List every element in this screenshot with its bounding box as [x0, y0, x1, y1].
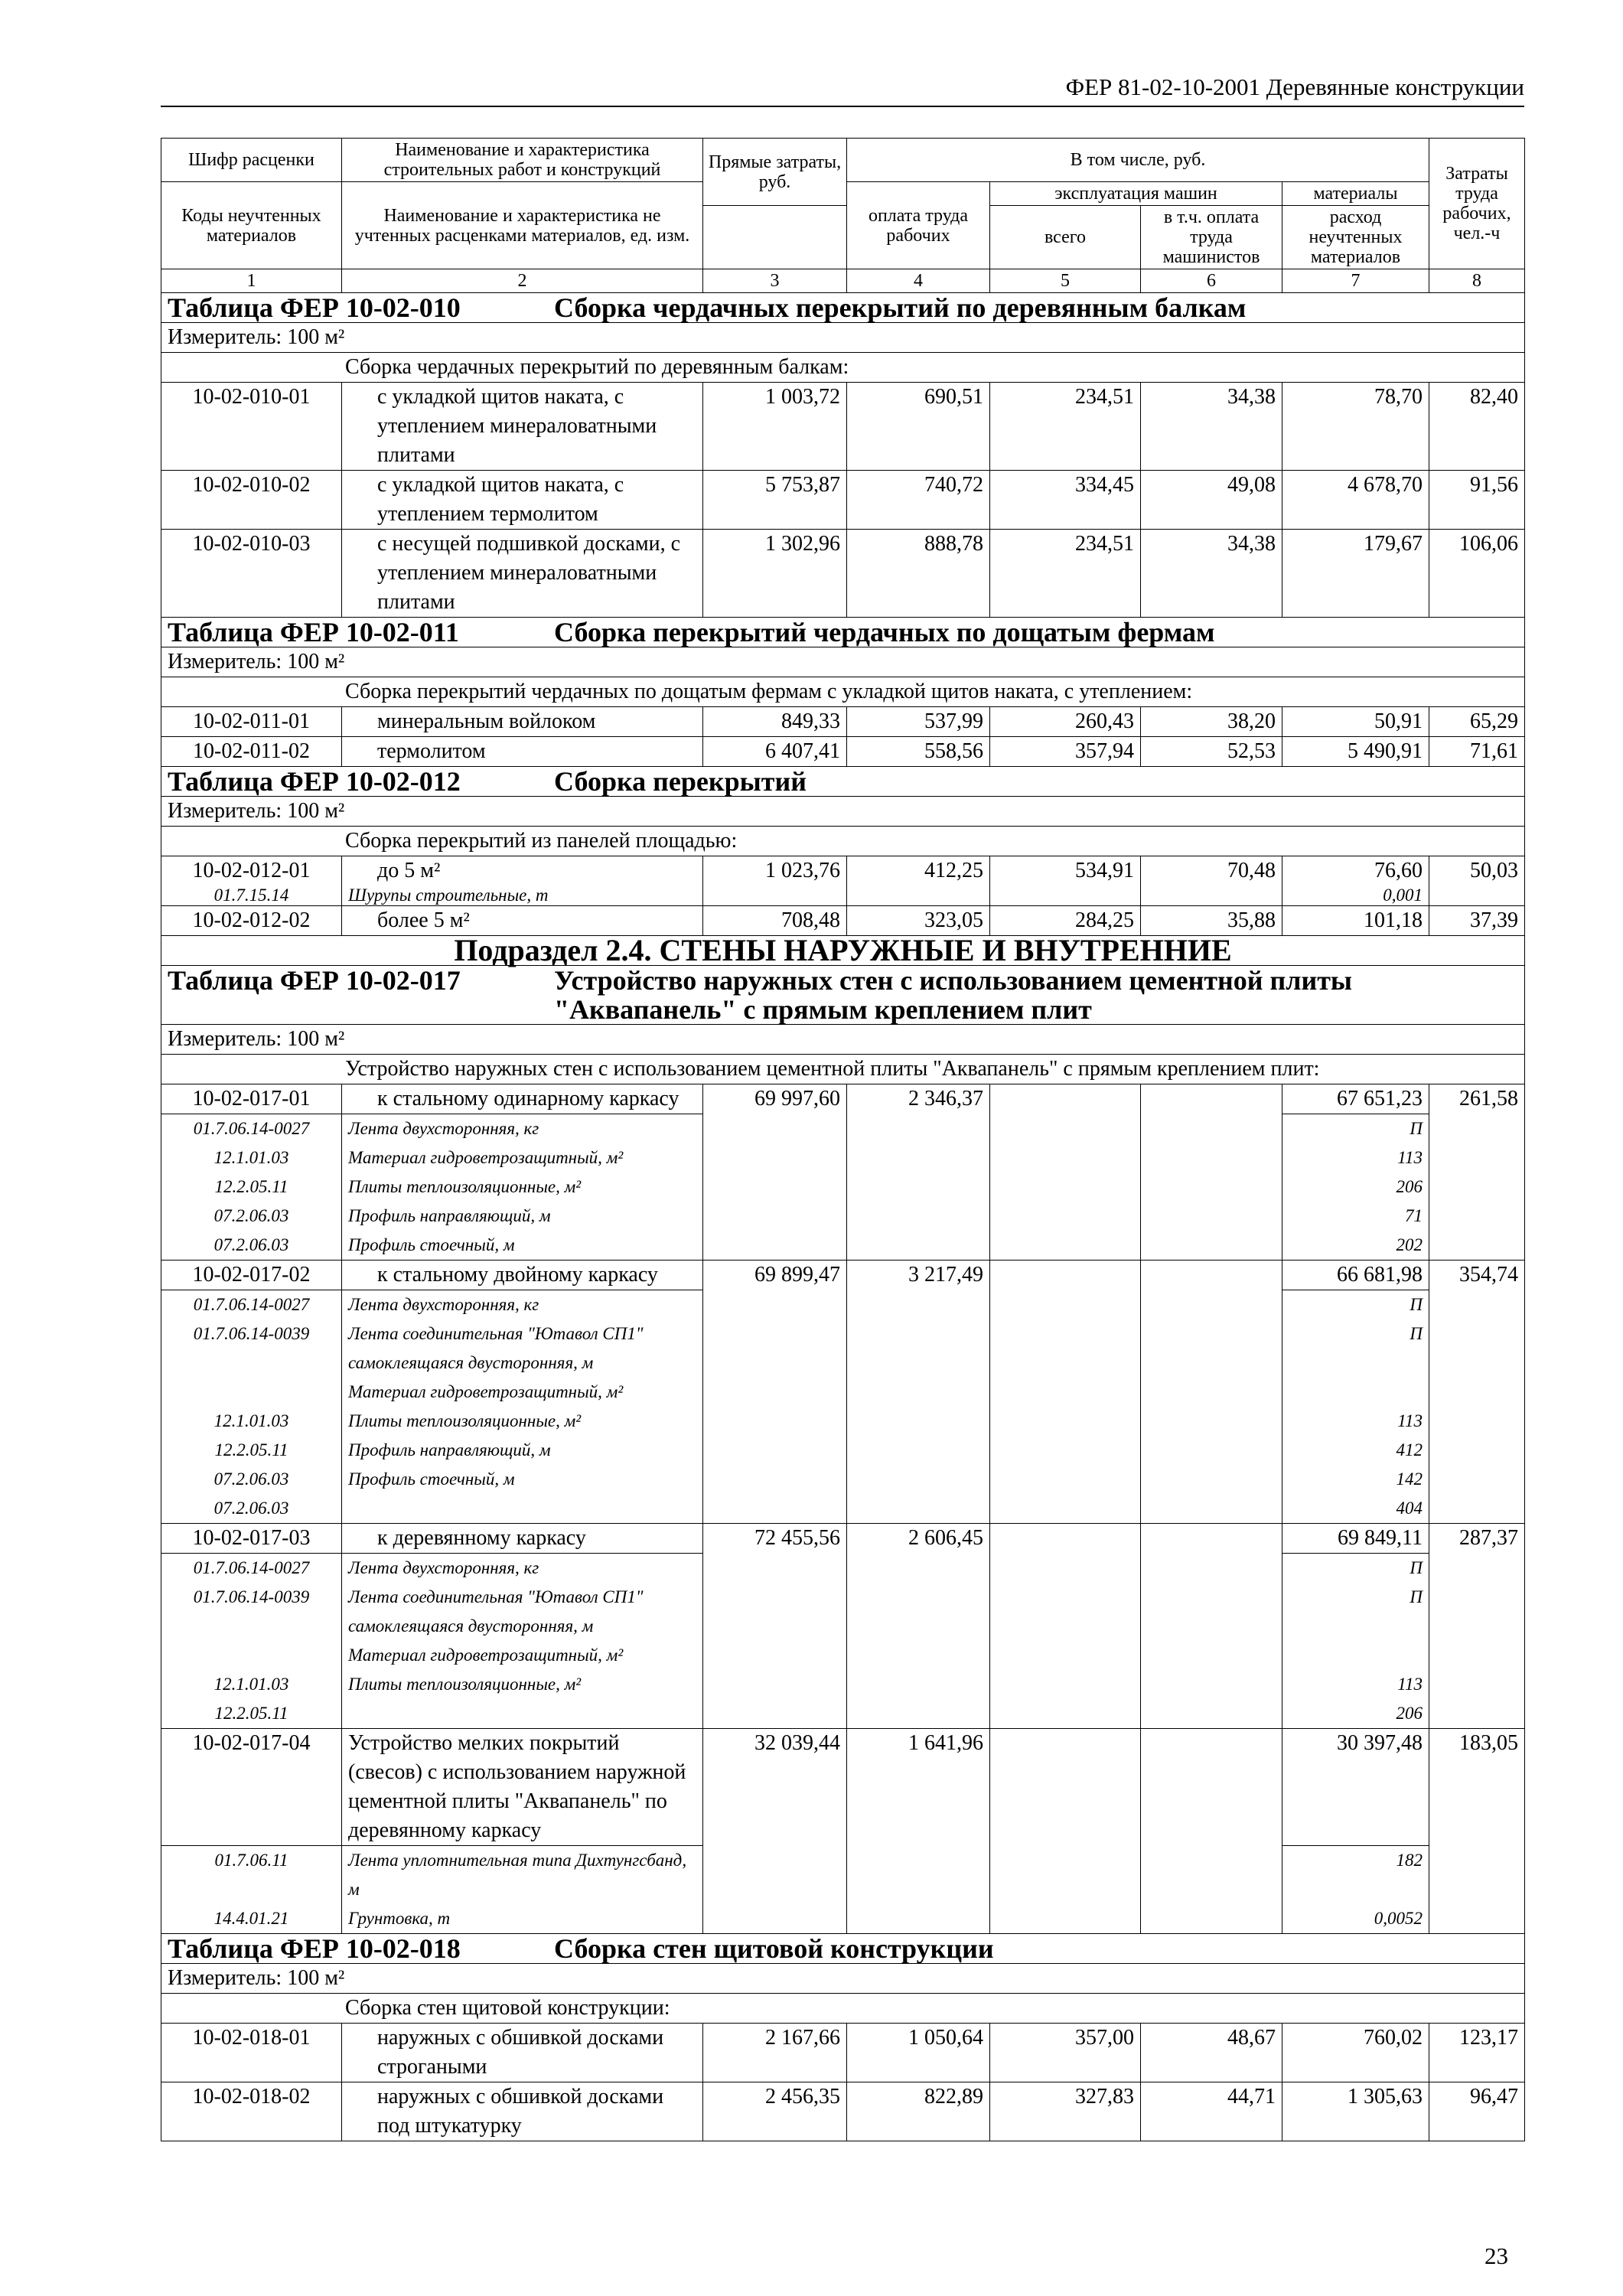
- table-row: [161, 2024, 1525, 2082]
- materials: 67 651,23: [1282, 1084, 1429, 1114]
- header-material-consumption: расход неучтенных материалов: [1282, 206, 1429, 269]
- price-code: 10-02-012-01 01.7.15.14: [161, 856, 342, 906]
- labor-hours: 82,40: [1429, 383, 1525, 471]
- table-title-017: Таблица ФЕР 10-02-017 Устройство наружных стен с использованием цементной плиты "Аквапанель" с прямым креплением плит: [161, 966, 1525, 1025]
- price-code: 10-02-010-02: [161, 471, 342, 530]
- table-row: [161, 1524, 1525, 1554]
- work-name: к деревянному каркасу: [342, 1524, 703, 1554]
- table-intro: Сборка перекрытий чердачных по дощатым фермам с укладкой щитов наката, с утеплением:: [161, 677, 1525, 707]
- machinist-pay: 49,08: [1141, 471, 1282, 530]
- machines-total: 534,91: [990, 856, 1141, 906]
- price-code: 10-02-017-01: [161, 1084, 342, 1114]
- work-name: к стальному двойному каркасу: [342, 1261, 703, 1290]
- price-code: 10-02-018-02: [161, 2082, 342, 2141]
- page-number: 23: [1484, 2242, 1508, 2269]
- work-name: наружных с обшивкой досками строгаными: [342, 2024, 703, 2082]
- materials: 5 490,91: [1282, 737, 1429, 767]
- labor-hours: 91,56: [1429, 471, 1525, 530]
- price-code: 10-02-010-01: [161, 383, 342, 471]
- table-row: [161, 1729, 1525, 1846]
- table-row: [161, 471, 1525, 530]
- measure-unit: Измеритель: 100 м²: [161, 323, 1525, 353]
- header-materials: материалы: [1282, 182, 1429, 206]
- material-name: Шурупы строительные, т: [348, 885, 549, 905]
- machines-total: [990, 1084, 1141, 1261]
- labor-hours: 37,39: [1429, 906, 1525, 936]
- labor-hours: 65,29: [1429, 707, 1525, 737]
- material-code: 01.7.06.14-0027 01.7.06.14-0039 12.1.01.03 12.2.05.11 07.2.06.03 07.2.06.03: [161, 1290, 342, 1524]
- machines-total: 327,83: [990, 2082, 1141, 2141]
- header-direct-costs-cont: [703, 206, 847, 269]
- table-row: [161, 530, 1525, 618]
- column-number: 5: [990, 269, 1141, 293]
- direct-costs: 849,33: [703, 707, 847, 737]
- worker-pay: 690,51: [847, 383, 990, 471]
- column-number: 2: [342, 269, 703, 293]
- material-qty: П П 113 206: [1282, 1554, 1429, 1729]
- material-name: Лента двухсторонняя, кг Лента соединительная "Ютавол СП1" самоклеящаяся двусторонняя, м Материал гидроветрозащитный, м² Плиты теплоизоляционные, м² Профиль направляющий, м Профиль стоечный, м: [342, 1290, 703, 1524]
- table-intro: Сборка перекрытий из панелей площадью:: [161, 827, 1525, 856]
- table-intro: Сборка чердачных перекрытий по деревянным балкам:: [161, 353, 1525, 383]
- materials: 66 681,98: [1282, 1261, 1429, 1290]
- machines-total: 284,25: [990, 906, 1141, 936]
- price-code: 10-02-010-03: [161, 530, 342, 618]
- materials: 30 397,48: [1282, 1729, 1429, 1846]
- direct-costs: 6 407,41: [703, 737, 847, 767]
- worker-pay: 822,89: [847, 2082, 990, 2141]
- header-machines: эксплуатация машин: [990, 182, 1282, 206]
- work-name: более 5 м²: [342, 906, 703, 936]
- material-code: 01.7.06.14-0027 12.1.01.03 12.2.05.11 07.2.06.03 07.2.06.03: [161, 1114, 342, 1261]
- table-row: [161, 1261, 1525, 1290]
- worker-pay: 1 641,96: [847, 1729, 990, 1934]
- machinist-pay: [1141, 1729, 1282, 1934]
- direct-costs: 1 003,72: [703, 383, 847, 471]
- machinist-pay: 44,71: [1141, 2082, 1282, 2141]
- price-code: 10-02-018-01: [161, 2024, 342, 2082]
- worker-pay: 888,78: [847, 530, 990, 618]
- header-worker-pay: оплата труда рабочих: [847, 182, 990, 269]
- materials: 1 305,63: [1282, 2082, 1429, 2141]
- machinist-pay: 34,38: [1141, 530, 1282, 618]
- direct-costs: 1 302,96: [703, 530, 847, 618]
- worker-pay: 3 217,49: [847, 1261, 990, 1524]
- price-code: 10-02-012-02: [161, 906, 342, 936]
- machines-total: 357,94: [990, 737, 1141, 767]
- direct-costs: 708,48: [703, 906, 847, 936]
- measure-unit: Измеритель: 100 м²: [161, 797, 1525, 827]
- machinist-pay: 35,88: [1141, 906, 1282, 936]
- direct-costs: 72 455,56: [703, 1524, 847, 1729]
- price-code: 10-02-017-02: [161, 1261, 342, 1290]
- work-name: до 5 м² Шурупы строительные, т: [342, 856, 703, 906]
- labor-hours: 261,58: [1429, 1084, 1525, 1261]
- material-qty: П П 113 412 142 404: [1282, 1290, 1429, 1524]
- work-name: минеральным войлоком: [342, 707, 703, 737]
- direct-costs: 32 039,44: [703, 1729, 847, 1934]
- work-name: с несущей подшивкой досками, с утеплением минераловатными плитами: [342, 530, 703, 618]
- material-name: Лента двухсторонняя, кг Материал гидроветрозащитный, м² Плиты теплоизоляционные, м² Профиль направляющий, м Профиль стоечный, м: [342, 1114, 703, 1261]
- table-title-010: Таблица ФЕР 10-02-010 Сборка чердачных перекрытий по деревянным балкам: [161, 293, 1525, 323]
- work-name: с укладкой щитов наката, с утеплением термолитом: [342, 471, 703, 530]
- materials: 50,91: [1282, 707, 1429, 737]
- section-title: Подраздел 2.4. СТЕНЫ НАРУЖНЫЕ И ВНУТРЕННИЕ: [161, 936, 1525, 966]
- direct-costs: 2 456,35: [703, 2082, 847, 2141]
- worker-pay: 412,25: [847, 856, 990, 906]
- machinist-pay: 38,20: [1141, 707, 1282, 737]
- table-row: [161, 737, 1525, 767]
- machines-total: 234,51: [990, 383, 1141, 471]
- table-row: [161, 906, 1525, 936]
- measure-unit: Измеритель: 100 м²: [161, 647, 1525, 677]
- materials: 760,02: [1282, 2024, 1429, 2082]
- header-labor-hours: Затраты труда рабочих, чел.-ч: [1429, 139, 1525, 269]
- column-number: 7: [1282, 269, 1429, 293]
- machinist-pay: 52,53: [1141, 737, 1282, 767]
- column-number: 4: [847, 269, 990, 293]
- materials: 69 849,11: [1282, 1524, 1429, 1554]
- header-price-code: Шифр расценки: [161, 139, 342, 182]
- material-code: 01.7.15.14: [213, 885, 289, 905]
- work-name: наружных с обшивкой досками под штукатурку: [342, 2082, 703, 2141]
- table-title-018: Таблица ФЕР 10-02-018 Сборка стен щитовой конструкции: [161, 1934, 1525, 1964]
- machinist-pay: 48,67: [1141, 2024, 1282, 2082]
- table-intro: Сборка стен щитовой конструкции:: [161, 1994, 1525, 2024]
- materials: 101,18: [1282, 906, 1429, 936]
- price-code: 10-02-011-01: [161, 707, 342, 737]
- machines-total: 334,45: [990, 471, 1141, 530]
- column-number: 1: [161, 269, 342, 293]
- materials: 76,60 0,001: [1282, 856, 1429, 906]
- worker-pay: 537,99: [847, 707, 990, 737]
- material-name: Лента уплотнительная типа Дихтунгсбанд, м Грунтовка, т: [342, 1846, 703, 1934]
- material-qty: 0,001: [1383, 885, 1423, 905]
- header-machines-total: всего: [990, 206, 1141, 269]
- machines-total: 234,51: [990, 530, 1141, 618]
- material-code: 01.7.06.14-0027 01.7.06.14-0039 12.1.01.03 12.2.05.11: [161, 1554, 342, 1729]
- measure-unit: Измеритель: 100 м²: [161, 1025, 1525, 1055]
- price-code: 10-02-017-04: [161, 1729, 342, 1846]
- labor-hours: 354,74: [1429, 1261, 1525, 1524]
- machinist-pay: [1141, 1524, 1282, 1729]
- machines-total: [990, 1261, 1141, 1524]
- measure-unit: Измеритель: 100 м²: [161, 1964, 1525, 1994]
- labor-hours: 287,37: [1429, 1524, 1525, 1729]
- header-direct-costs: Прямые затраты, руб.: [703, 139, 847, 206]
- table-row: [161, 707, 1525, 737]
- price-table: [161, 138, 1525, 2141]
- table-row: [161, 2082, 1525, 2141]
- machines-total: [990, 1524, 1141, 1729]
- direct-costs: 2 167,66: [703, 2024, 847, 2082]
- direct-costs: 69 997,60: [703, 1084, 847, 1261]
- materials: 78,70: [1282, 383, 1429, 471]
- machinist-pay: [1141, 1084, 1282, 1261]
- labor-hours: 96,47: [1429, 2082, 1525, 2141]
- table-row: [161, 856, 1525, 906]
- labor-hours: 123,17: [1429, 2024, 1525, 2082]
- column-number: 6: [1141, 269, 1282, 293]
- material-qty: П 113 206 71 202: [1282, 1114, 1429, 1261]
- header-machinist-pay: в т.ч. оплата труда машинистов: [1141, 206, 1282, 269]
- worker-pay: 323,05: [847, 906, 990, 936]
- price-code: 10-02-017-03: [161, 1524, 342, 1554]
- header-material-name: Наименование и характеристика не учтенных расценками материалов, ед. изм.: [342, 182, 703, 269]
- header-work-name: Наименование и характеристика строительных работ и конструкций: [342, 139, 703, 182]
- work-name: с укладкой щитов наката, с утеплением минераловатными плитами: [342, 383, 703, 471]
- labor-hours: 50,03: [1429, 856, 1525, 906]
- table-title-011: Таблица ФЕР 10-02-011 Сборка перекрытий чердачных по дощатым фермам: [161, 618, 1525, 647]
- header-material-codes: Коды неучтенных материалов: [161, 182, 342, 269]
- labor-hours: 71,61: [1429, 737, 1525, 767]
- worker-pay: 740,72: [847, 471, 990, 530]
- price-code: 10-02-011-02: [161, 737, 342, 767]
- machines-total: 260,43: [990, 707, 1141, 737]
- material-code: 01.7.06.11 14.4.01.21: [161, 1846, 342, 1934]
- work-name: Устройство мелких покрытий (свесов) с использованием наружной цементной плиты "Аквапанель" по деревянному каркасу: [342, 1729, 703, 1846]
- worker-pay: 558,56: [847, 737, 990, 767]
- worker-pay: 2 606,45: [847, 1524, 990, 1729]
- table-title-012: Таблица ФЕР 10-02-012 Сборка перекрытий: [161, 767, 1525, 797]
- worker-pay: 1 050,64: [847, 2024, 990, 2082]
- table-row: [161, 1084, 1525, 1114]
- header-including: В том числе, руб.: [847, 139, 1429, 182]
- table-row: [161, 383, 1525, 471]
- material-qty: 182 0,0052: [1282, 1846, 1429, 1934]
- machinist-pay: [1141, 1261, 1282, 1524]
- materials: 4 678,70: [1282, 471, 1429, 530]
- column-number: 8: [1429, 269, 1525, 293]
- machines-total: [990, 1729, 1141, 1934]
- material-name: Лента двухсторонняя, кг Лента соединительная "Ютавол СП1" самоклеящаяся двусторонняя, м Материал гидроветрозащитный, м² Плиты теплоизоляционные, м²: [342, 1554, 703, 1729]
- machines-total: 357,00: [990, 2024, 1141, 2082]
- page-header: ФЕР 81-02-10-2001 Деревянные конструкции: [161, 73, 1524, 107]
- table-intro: Устройство наружных стен с использованием цементной плиты "Аквапанель" с прямым креплением плит:: [161, 1055, 1525, 1084]
- machinist-pay: 70,48: [1141, 856, 1282, 906]
- labor-hours: 183,05: [1429, 1729, 1525, 1934]
- direct-costs: 5 753,87: [703, 471, 847, 530]
- column-number: 3: [703, 269, 847, 293]
- work-name: к стальному одинарному каркасу: [342, 1084, 703, 1114]
- direct-costs: 69 899,47: [703, 1261, 847, 1524]
- machinist-pay: 34,38: [1141, 383, 1282, 471]
- worker-pay: 2 346,37: [847, 1084, 990, 1261]
- work-name: термолитом: [342, 737, 703, 767]
- labor-hours: 106,06: [1429, 530, 1525, 618]
- materials: 179,67: [1282, 530, 1429, 618]
- direct-costs: 1 023,76: [703, 856, 847, 906]
